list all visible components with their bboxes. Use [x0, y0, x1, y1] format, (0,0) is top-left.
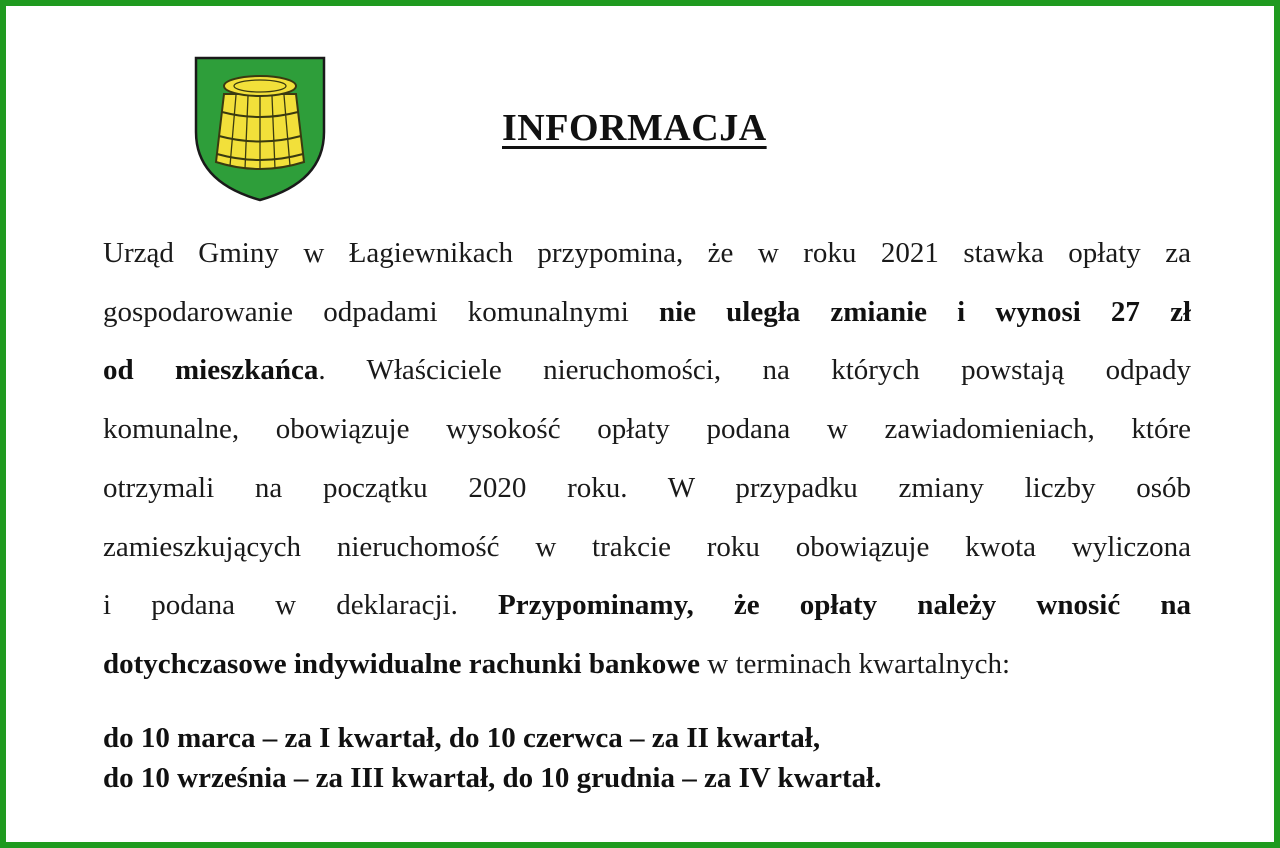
text: Urząd Gminy w Łagiewnikach przypomina, że w roku 2021 stawka opłaty za — [103, 237, 1191, 269]
text: komunalne, obowiązuje wysokość opłaty podana w zawiadomieniach, które — [103, 413, 1191, 446]
deadline-line-2: do 10 września – za III kwartał, do 10 grudnia – za IV kwartał. — [103, 762, 882, 794]
text: zamieszkujących nieruchomość w trakcie roku obowiązuje kwota wyliczona — [103, 530, 1191, 563]
text: gospodarowanie odpadami komunalnymi — [103, 295, 659, 328]
paragraph-line — [103, 341, 1191, 400]
paragraph-line — [103, 518, 1191, 577]
paragraph-line — [103, 224, 1191, 283]
deadline-line-1: do 10 marca – za I kwartał, do 10 czerwca – za II kwartał, — [103, 722, 821, 754]
paragraph-line — [103, 283, 1191, 342]
paragraph-line — [103, 576, 1191, 635]
text: . Właściciele nieruchomości, na których powstają odpady — [318, 354, 1191, 387]
bold-text: nie uległa zmianie i wynosi 27 zł — [658, 295, 1191, 328]
bold-text: od mieszkańca — [103, 354, 319, 387]
paragraph-line — [103, 400, 1191, 459]
bold-text: dotychczasowe indywidualne rachunki bankowe — [103, 647, 701, 680]
text: i podana w deklaracji. — [103, 589, 498, 622]
bold-text: Przypominamy, że opłaty należy wnosić na — [497, 589, 1191, 622]
paragraph-line — [103, 459, 1191, 518]
document-title: INFORMACJA — [502, 107, 767, 149]
text: otrzymali na początku 2020 roku. W przypadku zmiany liczby osób — [103, 471, 1191, 504]
payment-deadlines — [103, 718, 881, 798]
paragraph-line — [103, 635, 1191, 694]
text: w terminach kwartalnych: — [700, 647, 1011, 680]
main-paragraph — [103, 224, 1191, 694]
barrel-coat-of-arms-icon — [192, 54, 328, 204]
